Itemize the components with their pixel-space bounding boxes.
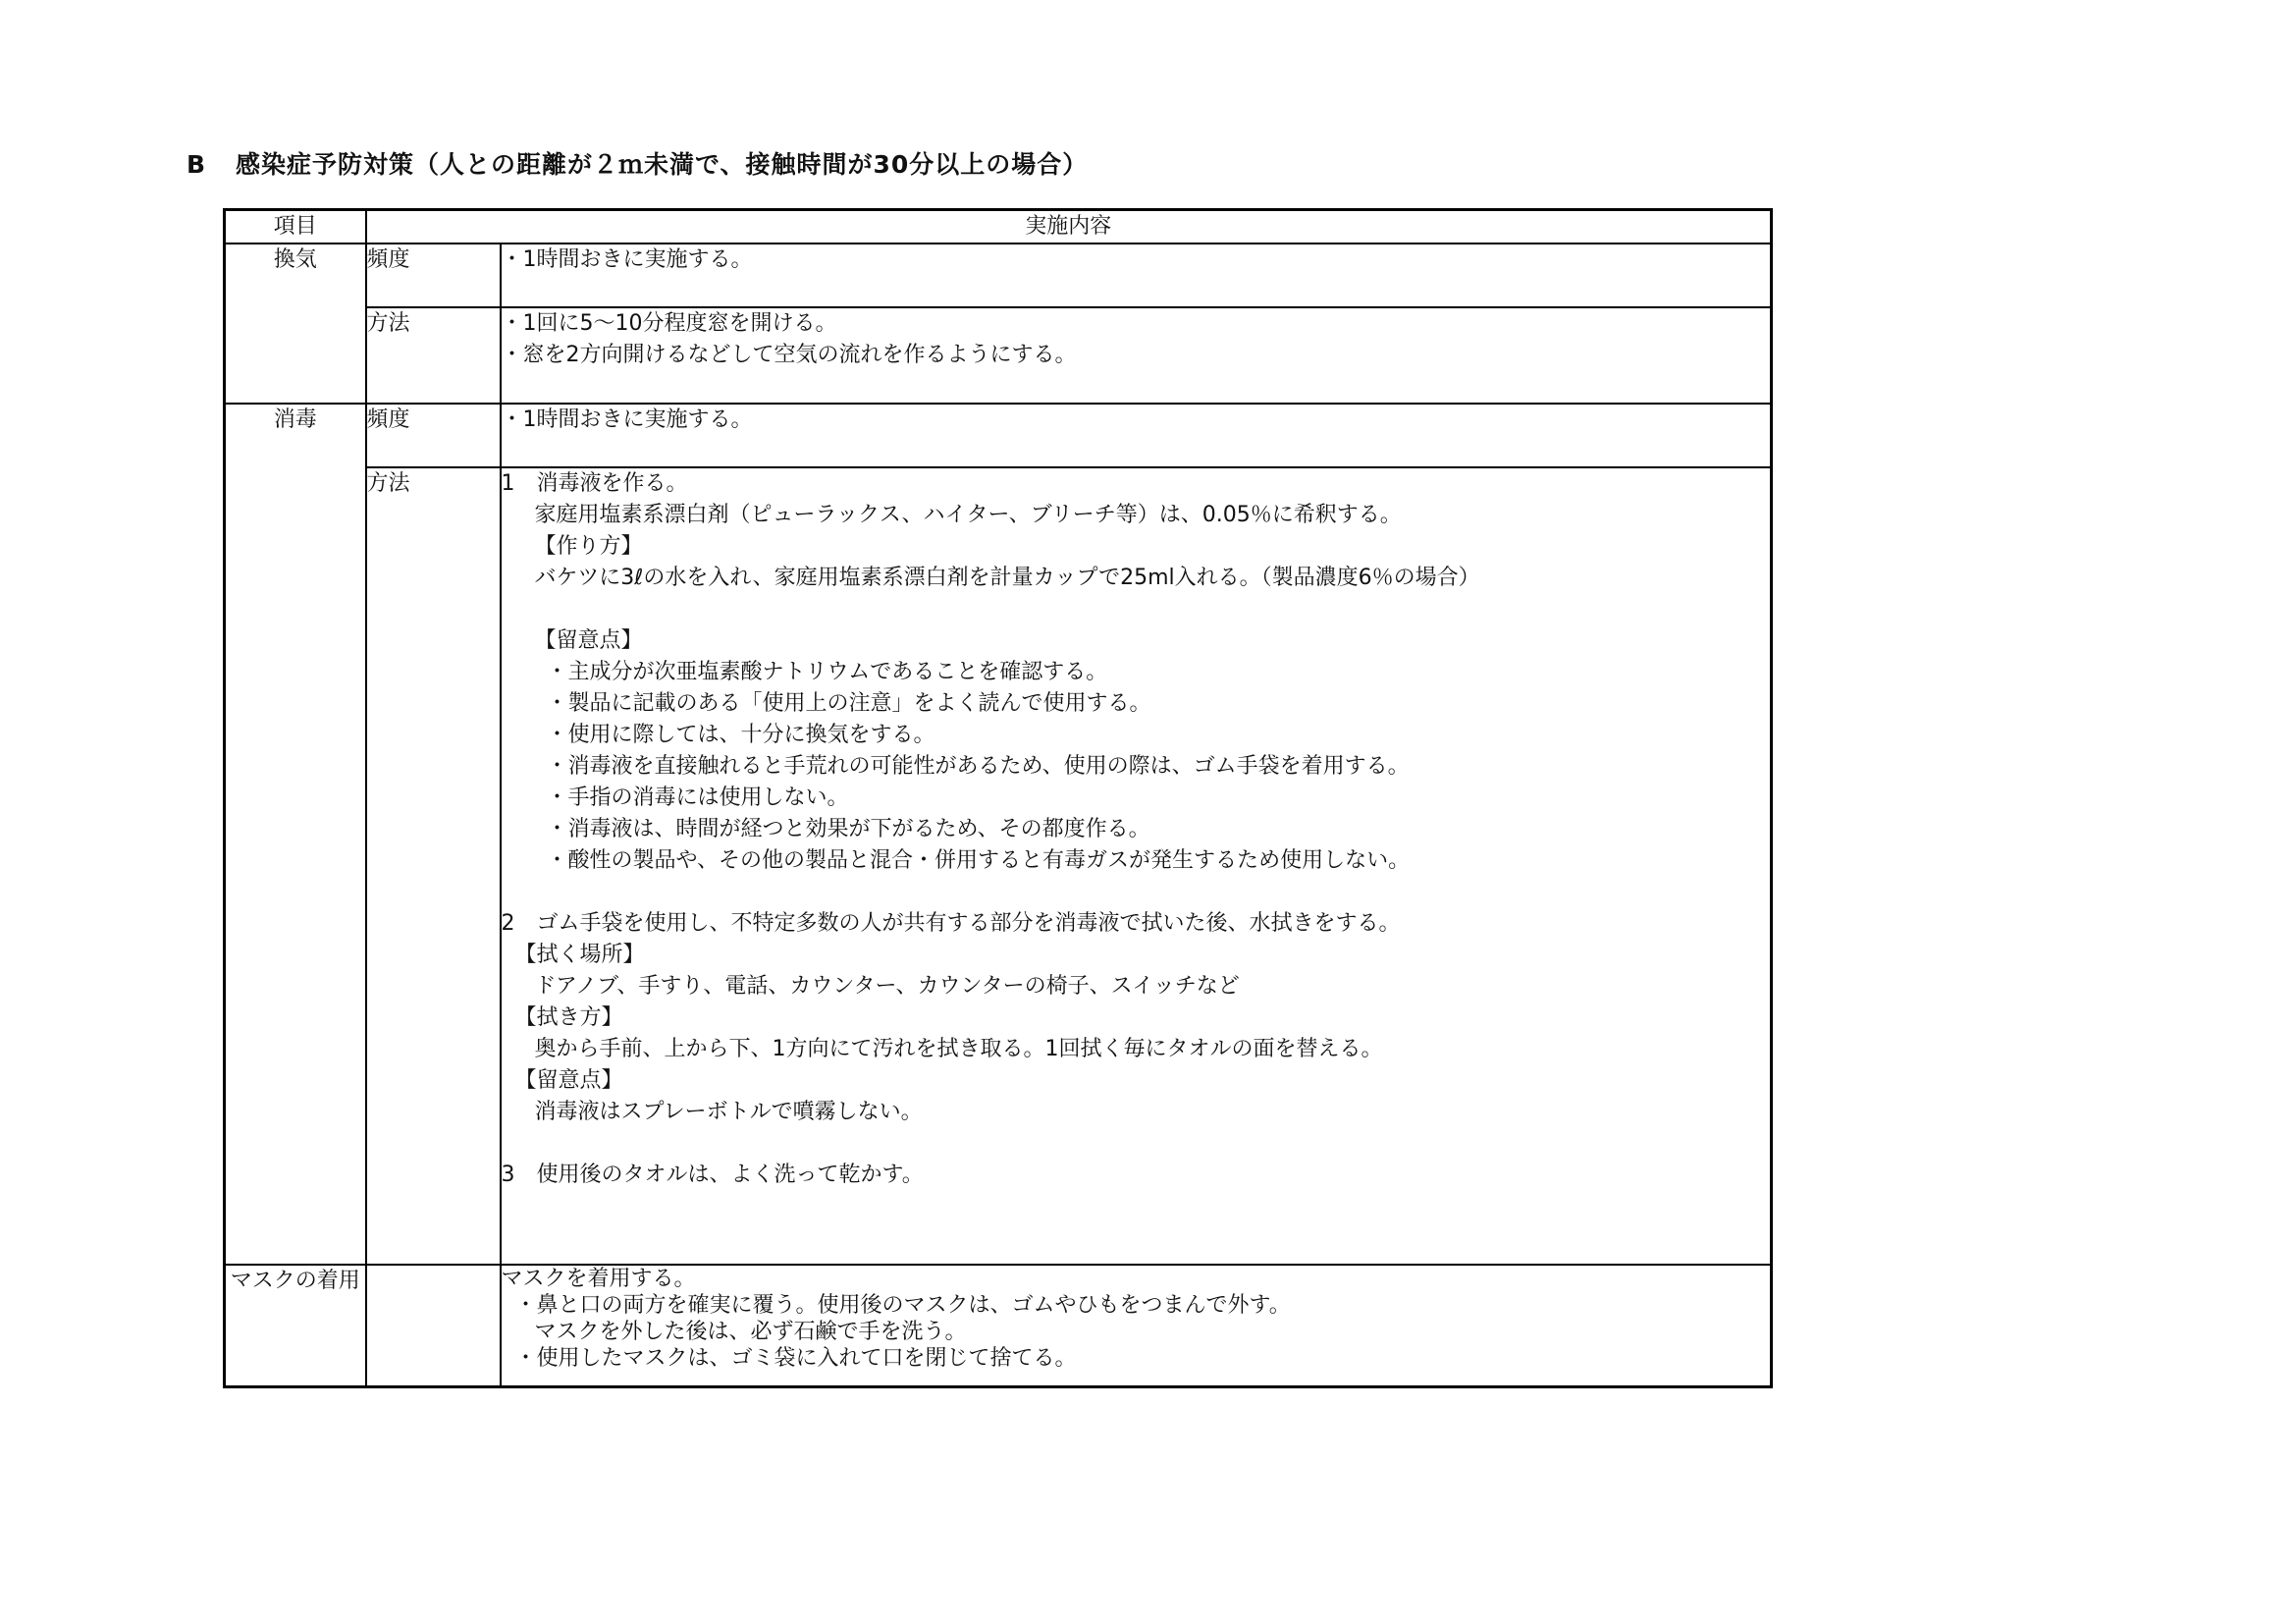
measures-table xyxy=(223,208,1773,1388)
content-line: 【拭く場所】 xyxy=(514,943,645,967)
page-heading xyxy=(187,145,1088,181)
content-line: 消毒液はスプレーボトルで噴霧しない。 xyxy=(534,1100,923,1124)
content-line: ・使用に際しては、十分に換気をする。 xyxy=(546,723,935,747)
ventilation-frequency-row xyxy=(225,244,1772,307)
content-line: 【留意点】 xyxy=(514,1068,623,1093)
disinfection-frequency-label: 頻度 xyxy=(366,404,501,467)
disinfection-method-label: 方法 xyxy=(366,467,501,1265)
content-line: ・1回に5～10分程度窓を開ける。 xyxy=(501,311,837,336)
ventilation-frequency-content xyxy=(501,244,1772,307)
content-line: ・酸性の製品や、その他の製品と混合・併用すると有毒ガスが発生するため使用しない。 xyxy=(546,848,1411,873)
content-line: 【拭き方】 xyxy=(514,1005,623,1030)
content-line: マスクを着用する。 xyxy=(501,1267,696,1291)
content-line: ・手指の消毒には使用しない。 xyxy=(546,785,849,810)
header-content: 実施内容 xyxy=(366,210,1772,244)
mask-sub-empty xyxy=(366,1265,501,1386)
content-line: ・1時間おきに実施する。 xyxy=(501,247,753,272)
ventilation-method-row xyxy=(225,307,1772,404)
content-line: ドアノブ、手すり、電話、カウンター、カウンターの椅子、スイッチなど xyxy=(534,974,1240,999)
disinfection-method-content xyxy=(501,467,1772,1265)
disinfection-method-row xyxy=(225,467,1772,1265)
content-line: 【作り方】 xyxy=(534,534,643,559)
content-line: ・消毒液は、時間が経つと効果が下がるため、その都度作る。 xyxy=(546,817,1150,841)
content-line: マスクを外した後は、必ず石鹸で手を洗う。 xyxy=(534,1320,967,1344)
content-line: ・1時間おきに実施する。 xyxy=(501,407,753,432)
mask-content xyxy=(501,1265,1772,1386)
heading-mark: B xyxy=(187,150,207,179)
content-line: 2 ゴム手袋を使用し、不特定多数の人が共有する部分を消毒液で拭いた後、水拭きをする。 xyxy=(501,911,1401,936)
ventilation-frequency-label: 頻度 xyxy=(366,244,501,307)
header-item: 項目 xyxy=(225,210,366,244)
content-line: 1 消毒液を作る。 xyxy=(501,471,688,496)
content-line: 家庭用塩素系漂白剤（ピューラックス、ハイター、ブリーチ等）は、0.05％に希釈する。 xyxy=(534,503,1402,527)
disinfection-frequency-content xyxy=(501,404,1772,467)
disinfection-label: 消毒 xyxy=(225,404,366,1265)
content-line: 3 使用後のタオルは、よく洗って乾かす。 xyxy=(501,1163,924,1187)
heading-title: 感染症予防対策（人との距離が２ｍ未満で、接触時間が30分以上の場合） xyxy=(236,150,1089,179)
ventilation-label: 換気 xyxy=(225,244,366,404)
content-line: 奥から手前、上から下、1方向にて汚れを拭き取る。1回拭く毎にタオルの面を替える。 xyxy=(534,1037,1383,1061)
content-line: バケツに3ℓの水を入れ、家庭用塩素系漂白剤を計量カップで25ml入れる。（製品濃度6％の場合） xyxy=(534,566,1480,590)
content-line: ・消毒液を直接触れると手荒れの可能性があるため、使用の際は、ゴム手袋を着用する。 xyxy=(546,754,1410,779)
content-line: ・製品に記載のある「使用上の注意」をよく読んで使用する。 xyxy=(546,691,1151,716)
content-line: 【留意点】 xyxy=(534,628,643,653)
mask-label: マスクの着用 xyxy=(225,1265,366,1386)
ventilation-method-label: 方法 xyxy=(366,307,501,404)
table-header-row xyxy=(225,210,1772,244)
disinfection-frequency-row xyxy=(225,404,1772,467)
content-line: ・鼻と口の両方を確実に覆う。使用後のマスクは、ゴムやひもをつまんで外す。 xyxy=(514,1293,1291,1318)
content-line: ・主成分が次亜塩素酸ナトリウムであることを確認する。 xyxy=(546,660,1108,684)
content-line: ・使用したマスクは、ゴミ袋に入れて口を閉じて捨てる。 xyxy=(514,1346,1077,1371)
mask-row xyxy=(225,1265,1772,1386)
ventilation-method-content xyxy=(501,307,1772,404)
content-line: ・窓を2方向開けるなどして空気の流れを作るようにする。 xyxy=(501,343,1077,367)
